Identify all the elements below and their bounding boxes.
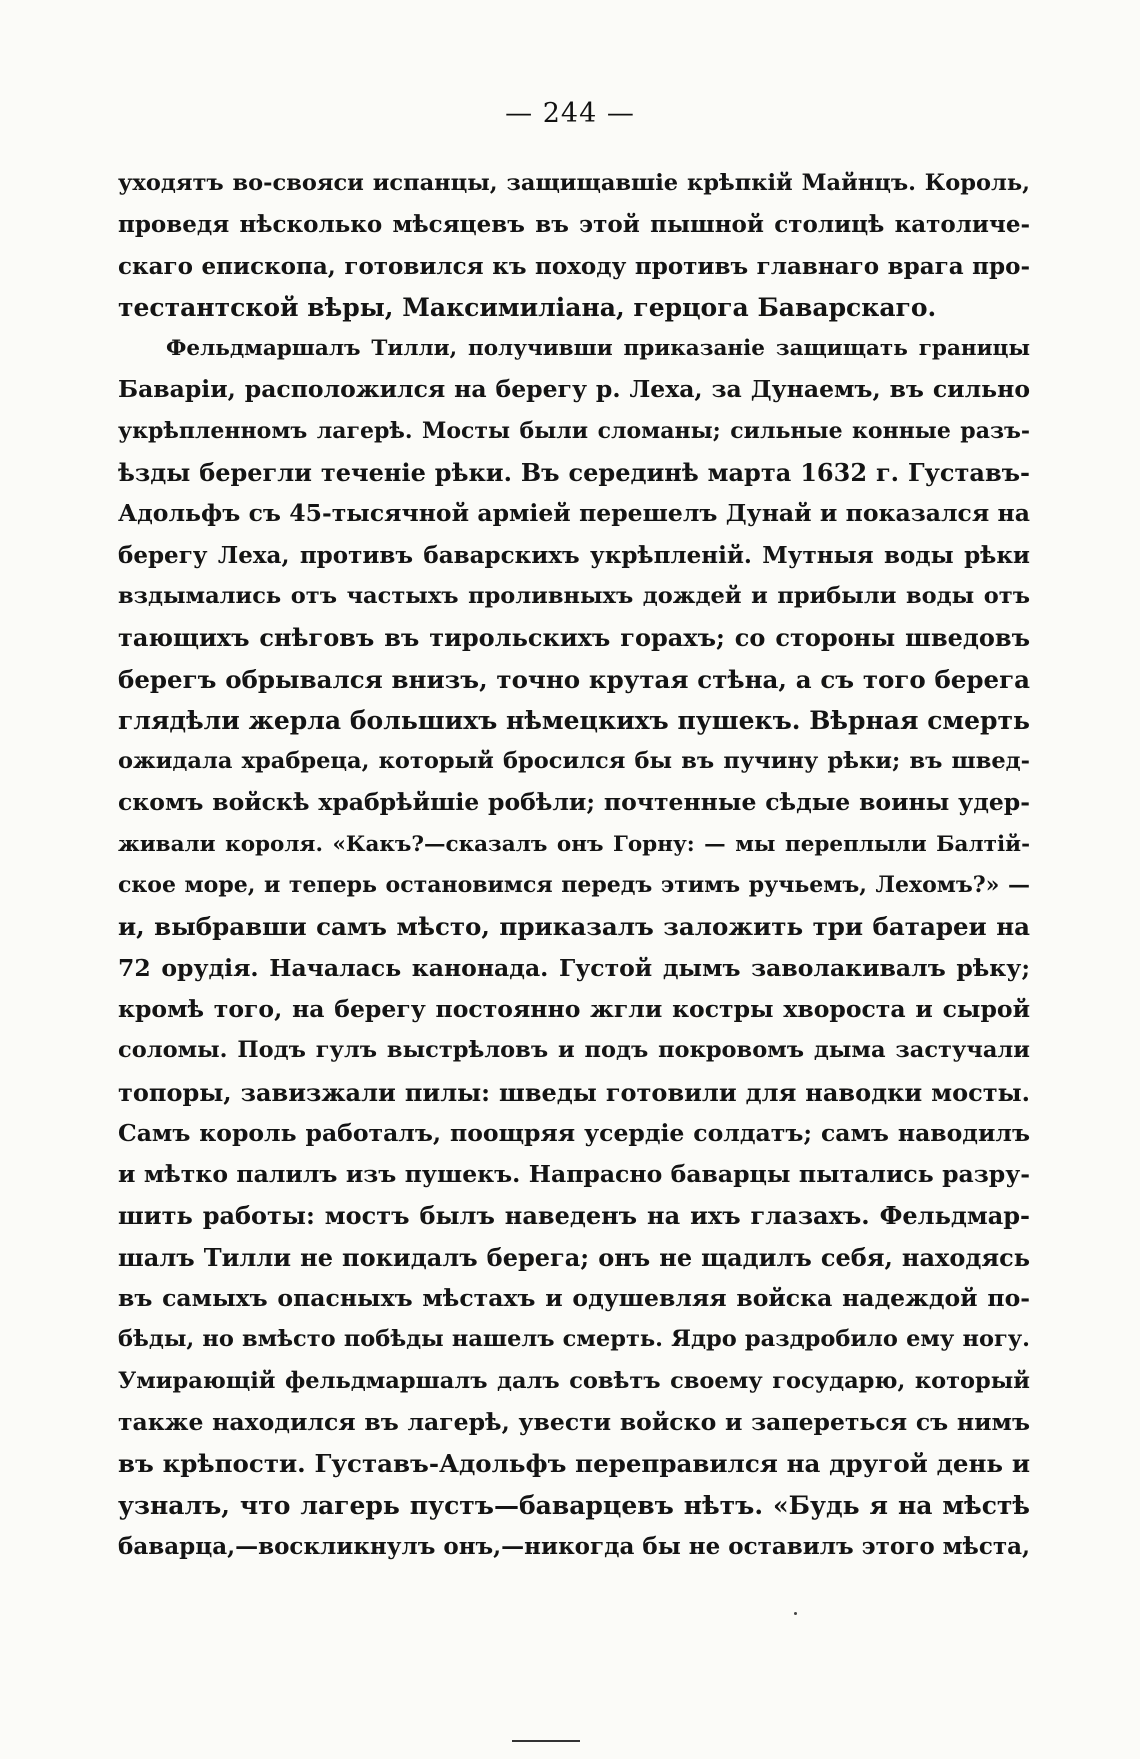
- text-line: скаго епископа, готовился къ походу противъ главнаго врага про-: [118, 252, 1030, 280]
- text-line: живали короля. «Какъ?—сказалъ онъ Горну: — мы переплыли Балтій-: [118, 831, 1030, 857]
- text-line: шить работы: мостъ былъ наведенъ на ихъ глазахъ. Фельдмар-: [118, 1201, 1030, 1231]
- text-line: ожидала храбреца, который бросился бы въ пучину рѣки; въ швед-: [118, 748, 1030, 775]
- text-line: въ крѣпости. Густавъ-Адольфъ переправился на другой день и: [118, 1449, 1030, 1479]
- text-line: 72 орудія. Началась канонада. Густой дымъ заволакивалъ рѣку;: [118, 953, 1030, 982]
- text-line: вздымались отъ частыхъ проливныхъ дождей и прибыли воды отъ: [118, 582, 1030, 609]
- text-line: Баваріи, расположился на берегу р. Леха, за Дунаемъ, въ сильно: [118, 375, 1030, 404]
- text-line: въ самыхъ опасныхъ мѣстахъ и одушевляя войска надеждой по-: [118, 1284, 1030, 1313]
- text-line: соломы. Подъ гулъ выстрѣловъ и подъ покровомъ дыма застучали: [118, 1037, 1030, 1064]
- text-line: берегъ обрывался внизъ, точно крутая стѣна, а съ того берега: [118, 664, 1030, 694]
- text-line: ѣзды берегли теченіе рѣки. Въ серединѣ марта 1632 г. Густавъ-: [118, 458, 1030, 488]
- text-line: глядѣли жерла большихъ нѣмецкихъ пушекъ. Вѣрная смерть: [118, 705, 1030, 735]
- text-line: тестантской вѣры, Максимиліана, герцога Баварскаго.: [118, 292, 937, 322]
- footer-rule: [512, 1740, 580, 1742]
- text-line: уходятъ во-свояси испанцы, защищавшіе крѣпкій Майнцъ. Король,: [118, 170, 1030, 196]
- text-line: шалъ Тилли не покидалъ берега; онъ не щадилъ себя, находясь: [118, 1242, 1030, 1272]
- text-line: ское море, и теперь остановимся передъ этимъ ручьемъ, Лехомъ?» —: [118, 872, 1030, 899]
- text-line: Фельдмаршалъ Тилли, получивши приказаніе защищать границы: [166, 336, 1030, 362]
- text-line: проведя нѣсколько мѣсяцевъ въ этой пышной столицѣ католиче-: [118, 211, 1030, 239]
- text-line: и, выбравши самъ мѣсто, приказалъ заложить три батареи на: [118, 912, 1030, 942]
- text-line: Умирающій фельдмаршалъ далъ совѣтъ своему государю, который: [118, 1367, 1030, 1394]
- text-line: кромѣ того, на берегу постоянно жгли костры хвороста и сырой: [118, 994, 1030, 1023]
- text-line: Адольфъ съ 45-тысячной арміей перешелъ Дунай и показался на: [118, 499, 1030, 528]
- text-line: бѣды, но вмѣсто побѣды нашелъ смерть. Ядро раздробило ему ногу.: [118, 1326, 1030, 1353]
- text-line: Самъ король работалъ, поощряя усердіе солдатъ; самъ наводилъ: [118, 1118, 1030, 1147]
- ink-speck: [794, 1612, 797, 1615]
- text-line: баварца,—воскликнулъ онъ,—никогда бы не оставилъ этого мѣста,: [118, 1532, 1031, 1560]
- body-text: [118, 163, 1030, 1567]
- text-line: и мѣтко палилъ изъ пушекъ. Напрасно баварцы пытались разру-: [118, 1160, 1030, 1189]
- page-number: — 244 —: [505, 98, 635, 129]
- text-line: берегу Леха, противъ баварскихъ укрѣпленій. Мутныя воды рѣки: [118, 541, 1030, 569]
- text-line: укрѣпленномъ лагерѣ. Мосты были сломаны; сильные конные разъ-: [118, 417, 1030, 444]
- text-line: скомъ войскѣ храбрѣйшіе робѣли; почтенные сѣдые воины удер-: [118, 788, 1030, 817]
- text-line: тающихъ снѣговъ въ тирольскихъ горахъ; со стороны шведовъ: [118, 623, 1030, 653]
- text-line: топоры, завизжали пилы: шведы готовили для наводки мосты.: [118, 1077, 1030, 1107]
- text-line: также находился въ лагерѣ, увести войско и запереться съ нимъ: [118, 1407, 1030, 1436]
- text-line: узналъ, что лагерь пустъ—баварцевъ нѣтъ. «Будь я на мѣстѣ: [118, 1490, 1030, 1520]
